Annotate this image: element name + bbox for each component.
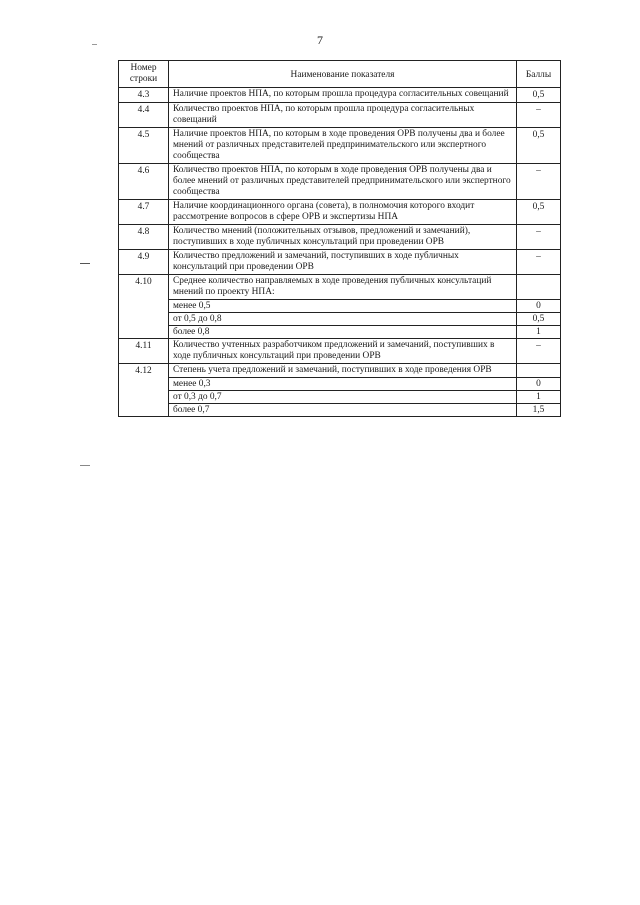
table-row	[119, 103, 561, 128]
subrange-score: 1	[517, 326, 561, 339]
table-row	[119, 364, 561, 378]
subrange-label: менее 0,5	[169, 300, 517, 313]
subrange-label: более 0,7	[169, 404, 517, 417]
subrange-score: 0	[517, 300, 561, 313]
table-subrow	[119, 313, 561, 326]
score-cell: 0,5	[517, 128, 561, 164]
score-cell	[517, 364, 561, 378]
header-number: Номер строки	[119, 61, 169, 88]
indicator-name: Количество предложений и замечаний, поступивших в ходе публичных консультаций при проведении ОРВ	[169, 250, 517, 275]
page-number: 7	[317, 33, 323, 47]
table-row	[119, 250, 561, 275]
row-number: 4.11	[119, 339, 169, 364]
scan-mark-left-1	[80, 263, 90, 264]
table-header-row	[119, 61, 561, 88]
subrange-label: от 0,5 до 0,8	[169, 313, 517, 326]
table-body	[119, 88, 561, 417]
indicator-name: Наличие проектов НПА, по которым прошла процедура согласительных совещаний	[169, 88, 517, 103]
table-subrow	[119, 391, 561, 404]
header-name: Наименование показателя	[169, 61, 517, 88]
table-subrow	[119, 378, 561, 391]
table-row	[119, 88, 561, 103]
score-cell: –	[517, 250, 561, 275]
indicator-name: Количество проектов НПА, по которым прошла процедура согласительных совещаний	[169, 103, 517, 128]
score-cell: –	[517, 339, 561, 364]
subrange-label: более 0,8	[169, 326, 517, 339]
indicator-name: Наличие координационного органа (совета), в полномочия которого входит рассмотрение вопросов в сфере ОРВ и экспертизы НПА	[169, 200, 517, 225]
scan-mark-left-2	[80, 465, 90, 466]
row-number: 4.9	[119, 250, 169, 275]
row-number: 4.6	[119, 164, 169, 200]
table-subrow	[119, 404, 561, 417]
table-row	[119, 128, 561, 164]
indicator-name: Количество мнений (положительных отзывов, предложений и замечаний), поступивших в ходе публичных консультаций при проведении ОРВ	[169, 225, 517, 250]
score-cell: –	[517, 225, 561, 250]
subrange-score: 1	[517, 391, 561, 404]
subrange-score: 1,5	[517, 404, 561, 417]
table-subrow	[119, 326, 561, 339]
table-subrow	[119, 300, 561, 313]
row-number: 4.10	[119, 275, 169, 339]
indicator-name: Количество проектов НПА, по которым в ходе проведения ОРВ получены два и более мнений от различных представителей предпринимательского или экспертного сообщества	[169, 164, 517, 200]
indicators-table	[118, 60, 561, 417]
subrange-label: от 0,3 до 0,7	[169, 391, 517, 404]
row-number: 4.4	[119, 103, 169, 128]
indicator-name: Количество учтенных разработчиком предложений и замечаний, поступивших в ходе публичных консультаций при проведении ОРВ	[169, 339, 517, 364]
table-row	[119, 275, 561, 300]
score-cell: 0,5	[517, 200, 561, 225]
score-cell	[517, 275, 561, 300]
row-number: 4.8	[119, 225, 169, 250]
indicator-name: Степень учета предложений и замечаний, поступивших в ходе проведения ОРВ	[169, 364, 517, 378]
table-row	[119, 225, 561, 250]
row-number: 4.7	[119, 200, 169, 225]
table-row	[119, 200, 561, 225]
subrange-score: 0	[517, 378, 561, 391]
indicator-name: Наличие проектов НПА, по которым в ходе проведения ОРВ получены два и более мнений от различных представителей предпринимательского или экспертного сообщества	[169, 128, 517, 164]
score-cell: 0,5	[517, 88, 561, 103]
subrange-score: 0,5	[517, 313, 561, 326]
table-row	[119, 164, 561, 200]
row-number: 4.5	[119, 128, 169, 164]
scan-mark-top	[92, 44, 97, 45]
score-cell: –	[517, 164, 561, 200]
row-number: 4.3	[119, 88, 169, 103]
indicator-name: Среднее количество направляемых в ходе проведения публичных консультаций мнений по проекту НПА:	[169, 275, 517, 300]
table-row	[119, 339, 561, 364]
subrange-label: менее 0,3	[169, 378, 517, 391]
score-cell: –	[517, 103, 561, 128]
header-score: Баллы	[517, 61, 561, 88]
row-number: 4.12	[119, 364, 169, 417]
